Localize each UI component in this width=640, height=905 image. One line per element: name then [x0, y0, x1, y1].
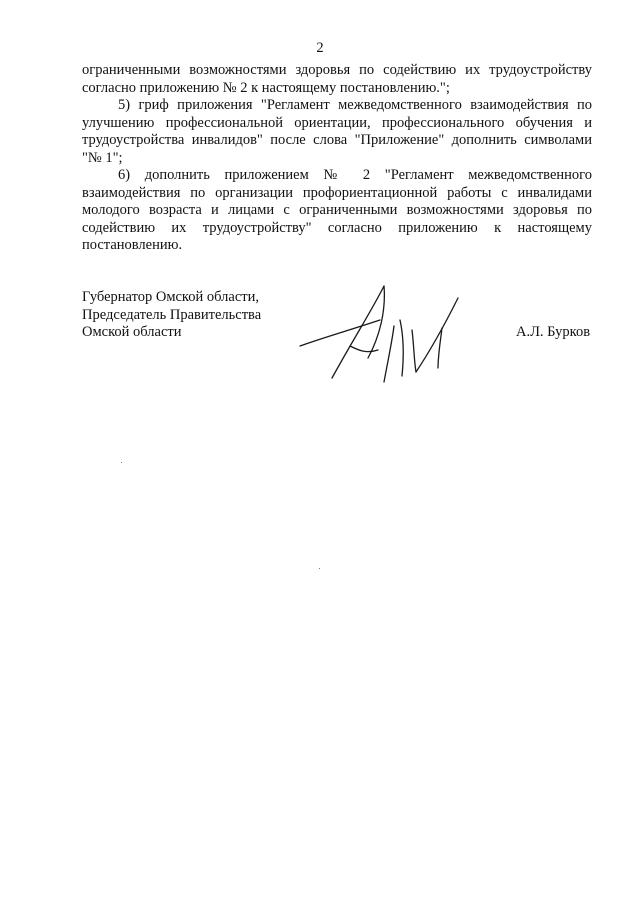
position-line-chairman: Председатель Правительства — [82, 306, 262, 323]
document-body — [82, 62, 592, 255]
signatory-name: А.Л. Бурков — [516, 324, 591, 340]
handwritten-signature — [292, 280, 472, 392]
position-line-region: Омской области — [82, 324, 182, 340]
signatory-position — [82, 289, 261, 342]
paragraph-item-6: 6) дополнить приложением № 2 "Регламент межведомственного взаимодействия по организации профориентационной работы с инвалидами молодого возраста и лицами с ограниченными возможностями здоровья по содействию их трудоустройству" согласно приложению к настоящему постановлению. — [82, 167, 592, 253]
position-line-governor: Губернатор Омской области, — [82, 289, 259, 305]
paragraph-continuation: ограниченными возможностями здоровья по содействию их трудоустройству согласно приложению № 2 к настоящему постановлению."; — [82, 62, 592, 96]
scan-speck — [319, 568, 320, 569]
page-number: 2 — [316, 40, 324, 56]
scan-speck — [121, 462, 122, 463]
paragraph-item-5: 5) гриф приложения "Регламент межведомственного взаимодействия по улучшению профессиональной ориентации, профессионального обучения и трудоустройства инвалидов" после слова "Приложение" дополнить символами "№ 1"; — [82, 97, 592, 166]
